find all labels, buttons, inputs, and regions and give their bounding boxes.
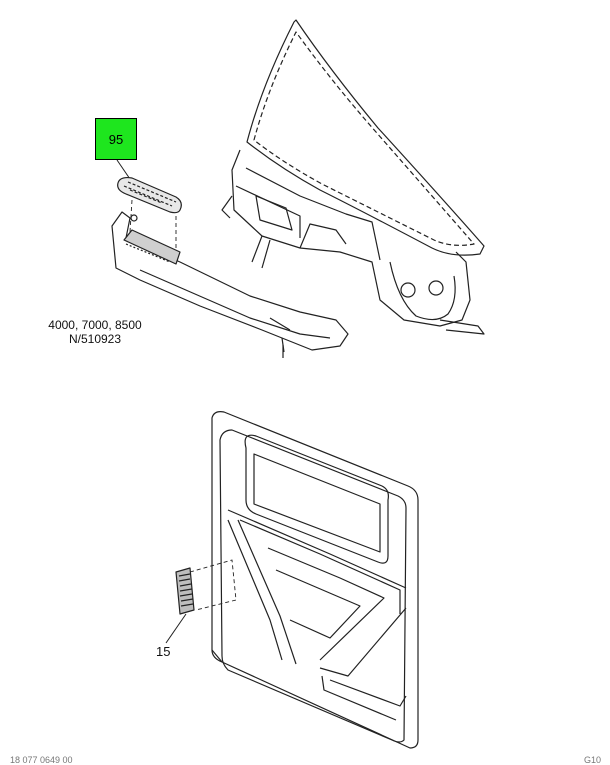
footer-doc-id: 18 077 0649 00 [10,755,73,765]
models-line: 4000, 7000, 8500 [48,318,142,332]
model-applicability-note [40,318,150,346]
rear-wall-illustration [212,412,418,748]
leader-line-15 [166,614,186,643]
footer-page-ref: G10 [584,755,602,765]
part-callout-95[interactable]: 95 [95,118,137,160]
cab-frame-illustration [222,150,484,334]
vent-grille-part-15 [176,568,194,614]
part-number-line: N/510923 [68,332,122,346]
part-callout-15[interactable]: 15 [156,644,171,659]
defroster-grille-part-95 [118,178,182,213]
